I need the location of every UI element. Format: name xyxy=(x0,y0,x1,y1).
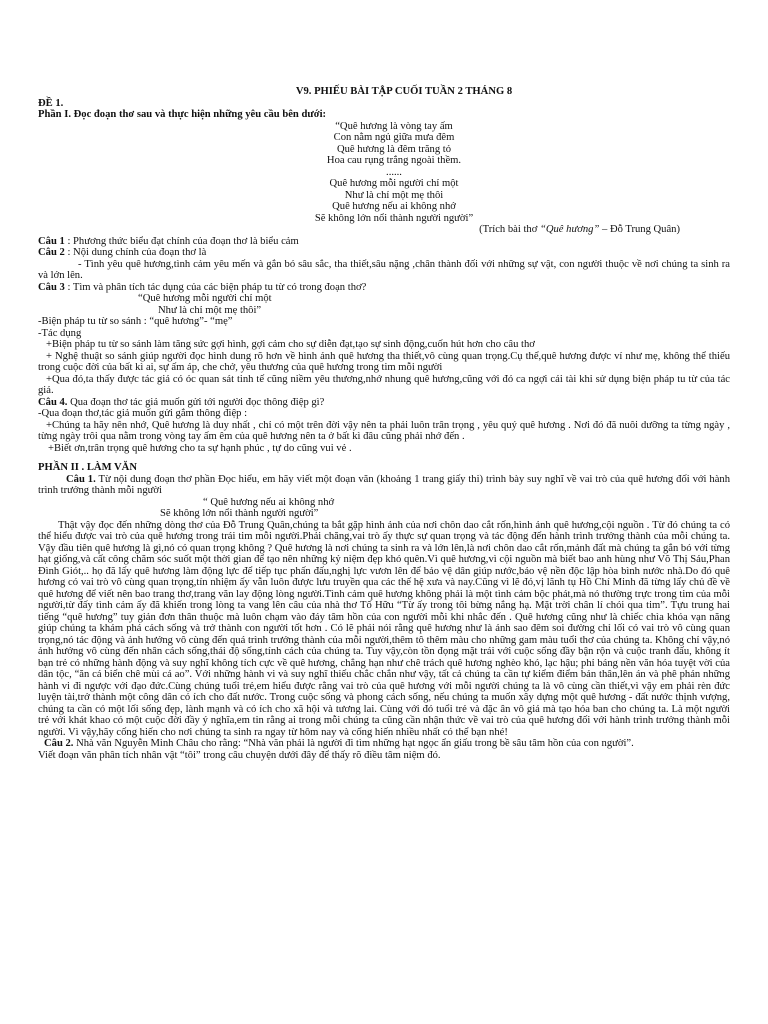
question-label: Câu 4. xyxy=(38,396,68,408)
quote-line: “ Quê hương nếu ai không nhớ xyxy=(203,496,335,508)
part1-heading: Phần I. Đọc đoạn thơ sau và thực hiện những yêu cầu bên dưới: xyxy=(38,109,327,120)
question-label: Câu 1. xyxy=(66,473,96,485)
answer-line: +Qua đó,ta thấy được tác giả có óc quan sát tinh tế cũng niềm yêu thương,nhớ nhung quê hương,cũng với đó ca ngợi cái tài khi sử dụng biện pháp tu từ của tác giả. xyxy=(38,373,730,396)
exam-label: ĐỀ 1. xyxy=(38,97,64,109)
poem-block xyxy=(58,121,730,225)
essay-body: Thật vậy đọc đến những dòng thơ của Đỗ Trung Quân,chúng ta bắt gặp hình ảnh của nơi chôn dao cắt rốn,hình ảnh quê hương,cội nguồn . Từ đó chúng ta có thể hiểu được vai trò của quê hương trong trái tim mỗi người.Phải chăng,vai trò ấy thực sự quan trọng và tác động đến hành trình trưởng thành của mỗi chúng ta. Vậy đầu tiên quê hương là gì,nó có quan trọng không ? Quê hương là nơi chúng ta sinh ra và lớn lên,là nơi chôn dao cắt rốn,mảnh đất mà chúng ta gắn bó với từng hạt giống,và cất công chăm sóc suốt một thời gian để tạo nên những kỷ niệm đẹp khó quên.Vì quê hương,vì cội nguồn mà biết bao anh hùng như Võ Thị Sáu,Phan Đình Giót,.. họ đã lấy quê hương làm động lực để tiếp tục phấn đấu,nghị lực vươn lên để bảo vệ dân giúp nước,bảo vệ nền độc lập hòa bình nước nhà.Do đó quê hương có vai trò vô cùng quan trọng,tín nhiệm ấy vẫn luôn được lưu truyền qua các thế hệ xưa và nay.Cũng vì lẽ đó,vị lãnh tụ Hồ Chí Minh đã từng lấy chủ đề về quê hương để viết nên bao trang thơ,trang văn lay động lòng người.Tình cảm quê hương không phải là một tình cảm bộc phát,mà nó thường trực trong tim của mỗi người,từ đấy tình cảm ấy đã khiến trong lòng ta vang lên câu của nhà thơ Tố Hữu “Từ ấy trong tôi bừng nắng hạ. Mặt trời chân lí chói qua tim”. Tựu trung hai tiếng “quê hương” tuy giản đơn thân thuộc mà luôn chạm vào đáy tâm hồn của con người mỗi khi nhắc đến . Quê hương cũng như là chiếc chìa khóa vạn năng giúp chúng ta khám phá cách sống và trở thành con người tốt hơn . Có lẽ phải nói rằng quê hương như là ánh sao đêm soi đường chỉ lối có vai trò vô cùng quan trọng,nó tác động và ảnh hưởng vô cùng đến quá trình trưởng thành của mỗi người,thêm tô thêm màu cho những gam màu tuổi thơ của chúng ta. Không chỉ vậy,nó ảnh hưởng vô cùng đến nhân cách sống,thái độ sống,tính cách của chúng ta. Tuy vậy,còn tồn đọng mặt trái với cuộc sống đầy bận rộn và cuộc tranh đấu, không ít bạn trẻ có những hành động và suy nghĩ không tích cực về quê hương, chẳng hạn như chê trách quê hương nghèo khó, lạc hậu; phỉ báng nền văn hóa tuyệt vời của dân tộc, “ăn cá biển chê mùi cá ao”. Với những hành vi và suy nghĩ thiếu chắc chắn như vậy, tất cả chúng ta cần tự kiểm điểm bản thân,lên án và phê phán những hành vi đi ngược với đạo đức.Cùng chúng tuổi trẻ,em hiểu được rằng vai trò của quê hương với mỗi người chúng ta là vô cùng cần thiết,vì vậy em phải rèn đức luyện tài,trở thành một công dân có ích cho đất nước. Trong cuộc sống và phong cách sống, nếu chúng ta muốn xây dựng một quê hương - đất nước thịnh vượng, chúng ta cần có một lối sống đẹp, lành mạnh và có ích cho xã hội và tương lai. Cùng với đó tuổi trẻ và đặc ân vô giá mà tạo hóa ban cho chúng ta. Là một người trẻ với khát khao có một cuộc đời đầy ý nghĩa,em tin rằng ai trong mỗi chúng ta cũng cần nhận thức về vai trò của quê hương đối với hành trình trưởng thành mỗi người. Vì vậy,hãy cống hiến cho nơi chúng ta sinh ra ngay từ hôm nay và cống hiến nhiều nhất có thể bạn nhé! xyxy=(38,519,730,738)
quote-line: “Quê hương mỗi người chỉ một xyxy=(138,293,272,304)
poem-line: Con nằm ngủ giữa mưa đêm xyxy=(333,132,455,143)
quote-line: Như là chỉ một mẹ thôi” xyxy=(158,304,262,316)
poem-line: Quê hương nếu ai không nhớ xyxy=(332,201,456,212)
question-text: : Phương thức biểu đạt chính của đoạn thơ là biểu cảm xyxy=(64,235,299,247)
question-label: Câu 2. xyxy=(44,738,74,749)
poem-line: Quê hương là đêm trăng tỏ xyxy=(336,143,452,155)
document-title: V9. PHIẾU BÀI TẬP CUỐI TUẦN 2 THÁNG 8 xyxy=(295,86,513,97)
essay-task: Viết đoạn văn phân tích nhân vật “tôi” trong câu chuyện dưới đây để thấy rõ điều tâm niệm đó. xyxy=(38,749,441,761)
question-label: Câu 1 xyxy=(38,235,65,247)
poem-line: Quê hương mỗi người chỉ một xyxy=(329,178,459,189)
question-label: Câu 3 xyxy=(38,281,65,293)
poem-line: Như là chỉ một mẹ thôi xyxy=(344,189,444,201)
question-2-answer: - Tình yêu quê hương,tình cảm yêu mến và gắn bó sâu sắc, tha thiết,sâu nặng ,chân thành đối với những sự vật, con người thuộc về nơi chúng ta sinh ra và lớn lên. xyxy=(38,258,730,281)
poem-line: “Quê hương là vòng tay ấm xyxy=(335,120,453,132)
answer-line: +Biện pháp tu từ so sánh làm tăng sức gợi hình, gợi cảm cho sự diễn đạt,tạo sự sinh động,cuốn hút hơn cho câu thơ xyxy=(46,339,535,350)
source-suffix: – Đỗ Trung Quân) xyxy=(599,224,680,235)
question-2 xyxy=(38,247,730,259)
poem-line: ...... xyxy=(386,166,402,178)
question-text: Nhà văn Nguyễn Minh Châu cho rằng: “Nhà văn phải là người đi tìm những hạt ngọc ẩn giấu trong bề sâu tâm hồn của con người”. xyxy=(73,738,634,749)
poem-line: Sẽ không lớn nổi thành người người” xyxy=(314,212,474,224)
part2-heading: PHẦN II . LÀM VĂN xyxy=(38,462,137,473)
poem-source xyxy=(38,224,680,236)
question-text: Từ nội dung đoạn thơ phần Đọc hiểu, em hãy viết một đoạn văn (khoảng 1 trang giấy thi) trình bày suy nghĩ về vai trò của quê hương đối với hành trình trưởng thành mỗi người xyxy=(38,473,731,496)
answer-line: +Chúng ta hãy nên nhớ, Quê hương là duy nhất , chỉ có một trên đời vậy nên ta phải luôn trân trọng , yêu quý quê hương . Nơi đó đã nuôi dưỡng ta từng ngày , từng ngày trôi qua nằm trong vòng tay ấm êm của quê hương nên ta ở bất kì đâu cũng phải nhớ đến . xyxy=(38,419,730,442)
answer-line: + Nghệ thuật so sánh giúp người đọc hình dung rõ hơn về hình ảnh quê hương tha thiết,vô cùng quan trọng.Cụ thể,quê hương được ví như mẹ, không thể thiếu trong cuộc đời của bất kì ai, sự ấm áp, che chở, yêu thương của quê hương trong tim mỗi người xyxy=(38,350,730,373)
question-text: : Nội dung chính của đoạn thơ là xyxy=(64,247,207,258)
question-4 xyxy=(38,397,730,409)
answer-line: +Biết ơn,trân trọng quê hương cho ta sự hạnh phúc , tự do cũng vui vẻ . xyxy=(48,442,352,454)
answer-line: -Biện pháp tu từ so sánh : “quê hương”- “mẹ” xyxy=(38,316,233,327)
question-label: Câu 2 xyxy=(38,247,65,258)
answer-line: -Tác dụng xyxy=(38,327,82,339)
question-text: : Tìm và phân tích tác dụng của các biện pháp tu từ có trong đoạn thơ? xyxy=(64,281,367,293)
source-work: “Quê hương” xyxy=(539,224,600,235)
poem-line: Hoa cau rụng trắng ngoài thềm. xyxy=(326,155,462,166)
essay-prompt-2 xyxy=(38,738,730,750)
essay-prompt-1 xyxy=(38,474,730,497)
answer-line: -Qua đoạn thơ,tác giả muốn gửi gắm thông điệp : xyxy=(38,408,248,419)
question-1 xyxy=(38,236,730,248)
quote-line: Sẽ không lớn nổi thành người người” xyxy=(160,508,319,519)
question-3 xyxy=(38,282,730,294)
question-text: Qua đoạn thơ tác giả muốn gửi tới người đọc thông điệp gì? xyxy=(67,396,325,408)
source-prefix: (Trích bài thơ xyxy=(479,224,540,235)
